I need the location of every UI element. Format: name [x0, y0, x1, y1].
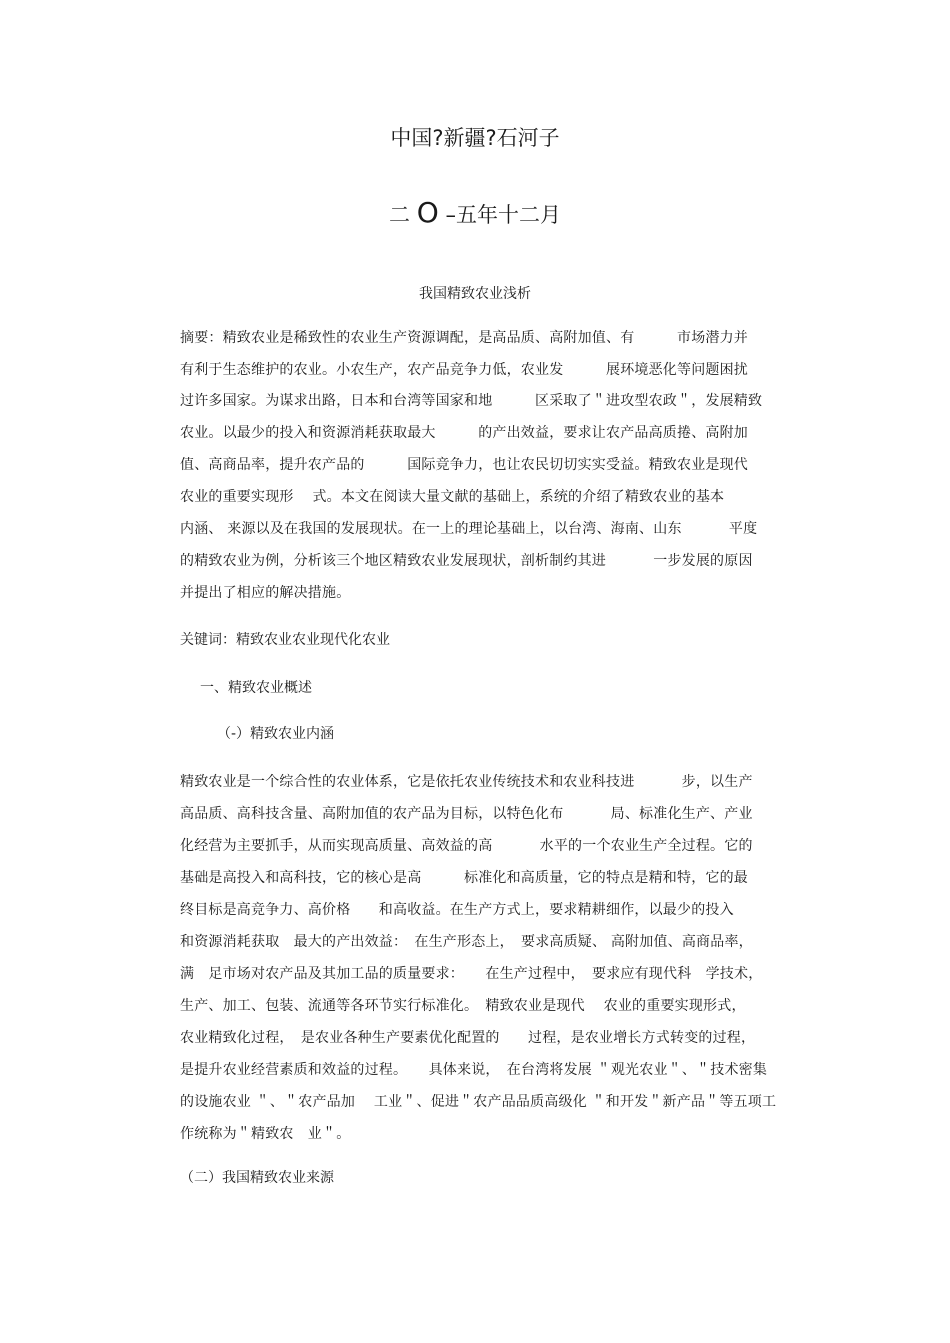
paper-title: 我国精致农业浅析 [419, 286, 531, 302]
body-line: 高品质、高科技含量、高附加值的农产品为目标，以特色化布 局、标准化生产、产业 [180, 806, 753, 822]
abstract-line: 值、高商品率，提升农产品的 国际竞争力，也让农民切切实实受益。精致农业是现代 [180, 457, 748, 473]
abstract-line: 农业。以最少的投入和资源消耗获取最大 的产出效益，要求让农产品高质捲、高附加 [180, 425, 748, 441]
body-line: 基础是高投入和高科技，它的核心是高 标准化和高质量，它的特点是精和特，它的最 [180, 870, 748, 886]
sub2-heading: （二）我国精致农业来源 [180, 1170, 334, 1186]
cover-date [0, 196, 950, 229]
date-o: O [416, 196, 439, 229]
keywords: 关键词：精致农业农业现代化农业 [180, 632, 390, 648]
body-line: 作统称为＂精致农 业＂。 [180, 1126, 351, 1142]
abstract-line: 并提出了相应的解决措施。 [180, 585, 351, 601]
body-line: 精致农业是一个综合性的农业体系，它是依托农业传统技术和农业科技进 步，以生产 [180, 774, 753, 790]
abstract-line: 农业的重要实现形 式。本文在阅读大量文献的基础上，系统的介绍了精致农业的基本 [180, 489, 725, 505]
body-line: 的设施农业 ＂、＂农产品加 工业＂、促进＂农产品品质高级化 ＂和开发＂新产品＂等五项工 [180, 1094, 777, 1110]
body-line: 满 足市场对农产品及其加工品的质量要求： 在生产过程中， 要求应有现代科 学技术， [180, 966, 763, 982]
abstract-line: 过许多国家。为谋求出路，日本和台湾等国家和地 区采取了＂进攻型农政＂，发展精致 [180, 393, 763, 409]
cover-place: 中国?新疆?石河子 [390, 126, 560, 150]
abstract-line: 的精致农业为例，分析该三个地区精致农业发展现状，剖析制约其进 一步发展的原因 [180, 553, 753, 569]
body-line: 和资源消耗获取 最大的产出效益： 在生产形态上， 要求高质疑、 高附加值、高商品率， [180, 934, 753, 950]
body-line: 农业精致化过程， 是农业各种生产要素优化配置的 过程，是农业增长方式转变的过程， [180, 1030, 756, 1046]
section1-heading: 一、精致农业概述 [200, 680, 312, 696]
body-line: 终目标是高竞争力、高价格 和高收益。在生产方式上，要求精耕细作，以最少的投入 [180, 902, 734, 918]
abstract-line: 摘要：精致农业是稀致性的农业生产资源调配，是高品质、高附加值、有 市场潜力并 [180, 330, 748, 346]
date-prefix: 二 [389, 203, 411, 227]
abstract-line: 有利于生态维护的农业。小农生产，农产品竞争力低，农业发 展环境恶化等问题困扰 [180, 362, 748, 378]
sub1-heading: （-）精致农业内涵 [217, 726, 335, 742]
abstract-line: 内涵、 来源以及在我国的发展现状。在一上的理论基础上，以台湾、海南、山东 平度 [180, 521, 758, 537]
body-line: 生产、加工、包装、流通等各环节实行标准化。 精致农业是现代 农业的重要实现形式， [180, 998, 746, 1014]
body-line: 化经营为主要抓手，从而实现高质量、高效益的高 水平的一个农业生产全过程。它的 [180, 838, 753, 854]
date-suffix: –五年十二月 [445, 203, 561, 227]
body-line: 是提升农业经营素质和效益的过程。 具体来说， 在台湾将发展 ＂观光农业＂、＂技术密集 [180, 1062, 768, 1078]
